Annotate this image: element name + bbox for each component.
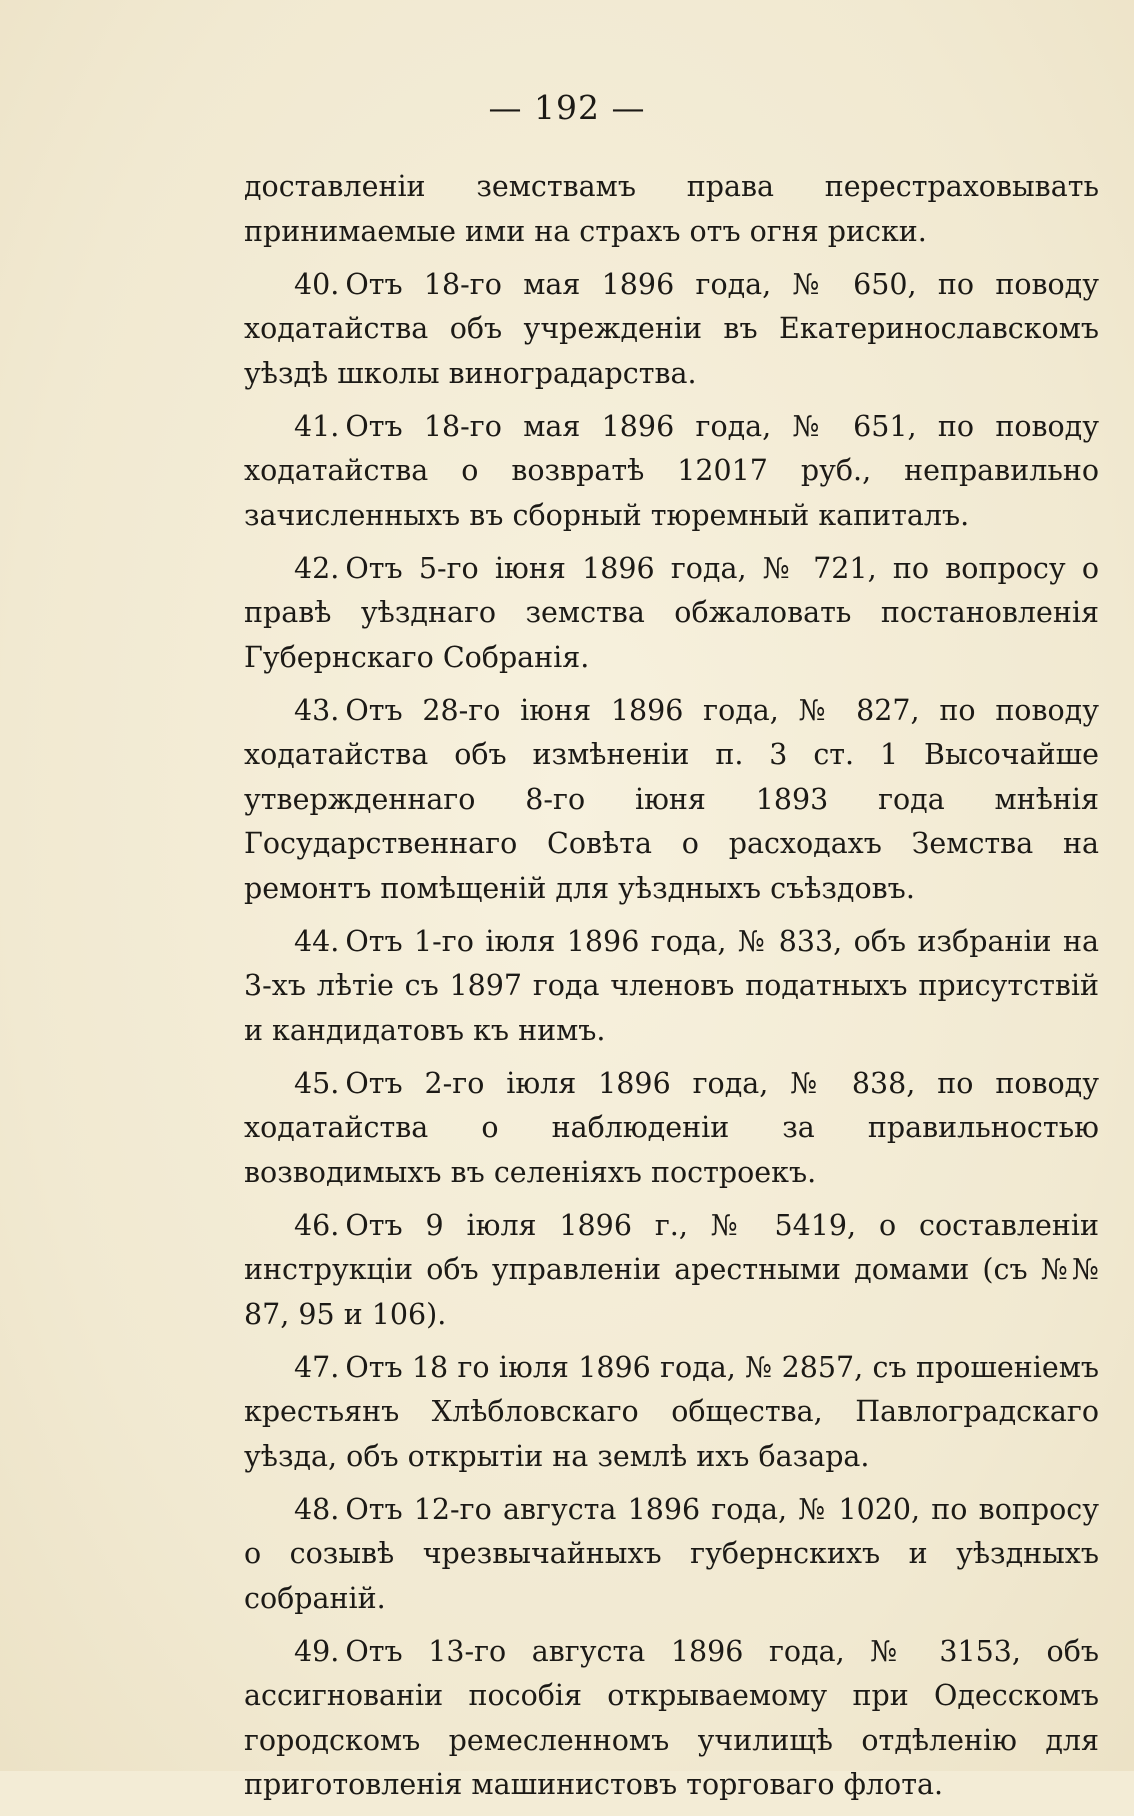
paragraph-entry-46 (244, 1204, 1099, 1338)
paragraph-entry-42 (244, 547, 1099, 681)
paragraph-entry-43 (244, 689, 1099, 912)
text-body (244, 165, 1099, 1816)
paragraph-entry-44 (244, 920, 1099, 1054)
paragraph-entry-45 (244, 1062, 1099, 1196)
paragraph-entry-49 (244, 1630, 1099, 1808)
entry-number: 48. (294, 1492, 340, 1526)
entry-number: 43. (294, 693, 340, 727)
paragraph-text: доставленіи земствамъ права перестраховывать принимаемые ими на страхъ отъ огня риски. (244, 170, 1099, 248)
entry-number: 44. (294, 924, 340, 958)
paragraph-entry-40 (244, 263, 1099, 397)
entry-text: Отъ 1-го іюля 1896 года, № 833, объ избраніи на 3-хъ лѣтіе съ 1897 года членовъ податныхъ присутствій и кандидатовъ къ нимъ. (244, 924, 1099, 1047)
entry-text: Отъ 9 іюля 1896 г., № 5419, о составленіи инструкціи объ управленіи арестными домами (съ №№ 87, 95 и 106). (244, 1208, 1099, 1331)
entry-number: 46. (294, 1208, 340, 1242)
entry-text: Отъ 12-го августа 1896 года, № 1020, по вопросу о созывѣ чрезвычайныхъ губернскихъ и уѣздныхъ собраній. (244, 1492, 1099, 1615)
entry-number: 41. (294, 409, 340, 443)
entry-text: Отъ 18-го мая 1896 года, № 651, по поводу ходатайства о возвратѣ 12017 руб., неправильно зачисленныхъ въ сборный тюремный капиталъ. (244, 409, 1099, 532)
paragraph-entry-47 (244, 1346, 1099, 1480)
entry-text: Отъ 18-го мая 1896 года, № 650, по поводу ходатайства объ учрежденіи въ Екатеринославскомъ уѣздѣ школы виноградарства. (244, 267, 1099, 390)
entry-number: 42. (294, 551, 340, 585)
entry-number: 47. (294, 1350, 340, 1384)
entry-number: 40. (294, 267, 340, 301)
paragraph-continuation (244, 165, 1099, 254)
entry-text: Отъ 18 го іюля 1896 года, № 2857, съ прошеніемъ крестьянъ Хлѣбловскаго общества, Павлоградскаго уѣзда, объ открытіи на землѣ ихъ базара. (244, 1350, 1099, 1473)
paragraph-entry-48 (244, 1488, 1099, 1622)
paragraph-entry-41 (244, 405, 1099, 539)
entry-text: Отъ 28-го іюня 1896 года, № 827, по поводу ходатайства объ измѣненіи п. 3 ст. 1 Высочайше утвержденнаго 8-го іюня 1893 года мнѣнія Государственнаго Совѣта о расходахъ Земства на ремонтъ помѣщеній для уѣздныхъ съѣздовъ. (244, 693, 1099, 905)
entry-number: 49. (294, 1634, 340, 1668)
entry-text: Отъ 13-го августа 1896 года, № 3153, объ ассигнованіи пособія открываемому при Одесскомъ городскомъ ремесленномъ училищѣ отдѣленію для приготовленія машинистовъ торговаго флота. (244, 1634, 1099, 1801)
entry-text: Отъ 2-го іюля 1896 года, № 838, по поводу ходатайства о наблюденіи за правильностью возводимыхъ въ селеніяхъ построекъ. (244, 1066, 1099, 1189)
entry-text: Отъ 5-го іюня 1896 года, № 721, по вопросу о правѣ уѣзднаго земства обжаловать постановленія Губернскаго Собранія. (244, 551, 1099, 674)
page-number: — 192 — (488, 88, 646, 127)
entry-number: 45. (294, 1066, 340, 1100)
